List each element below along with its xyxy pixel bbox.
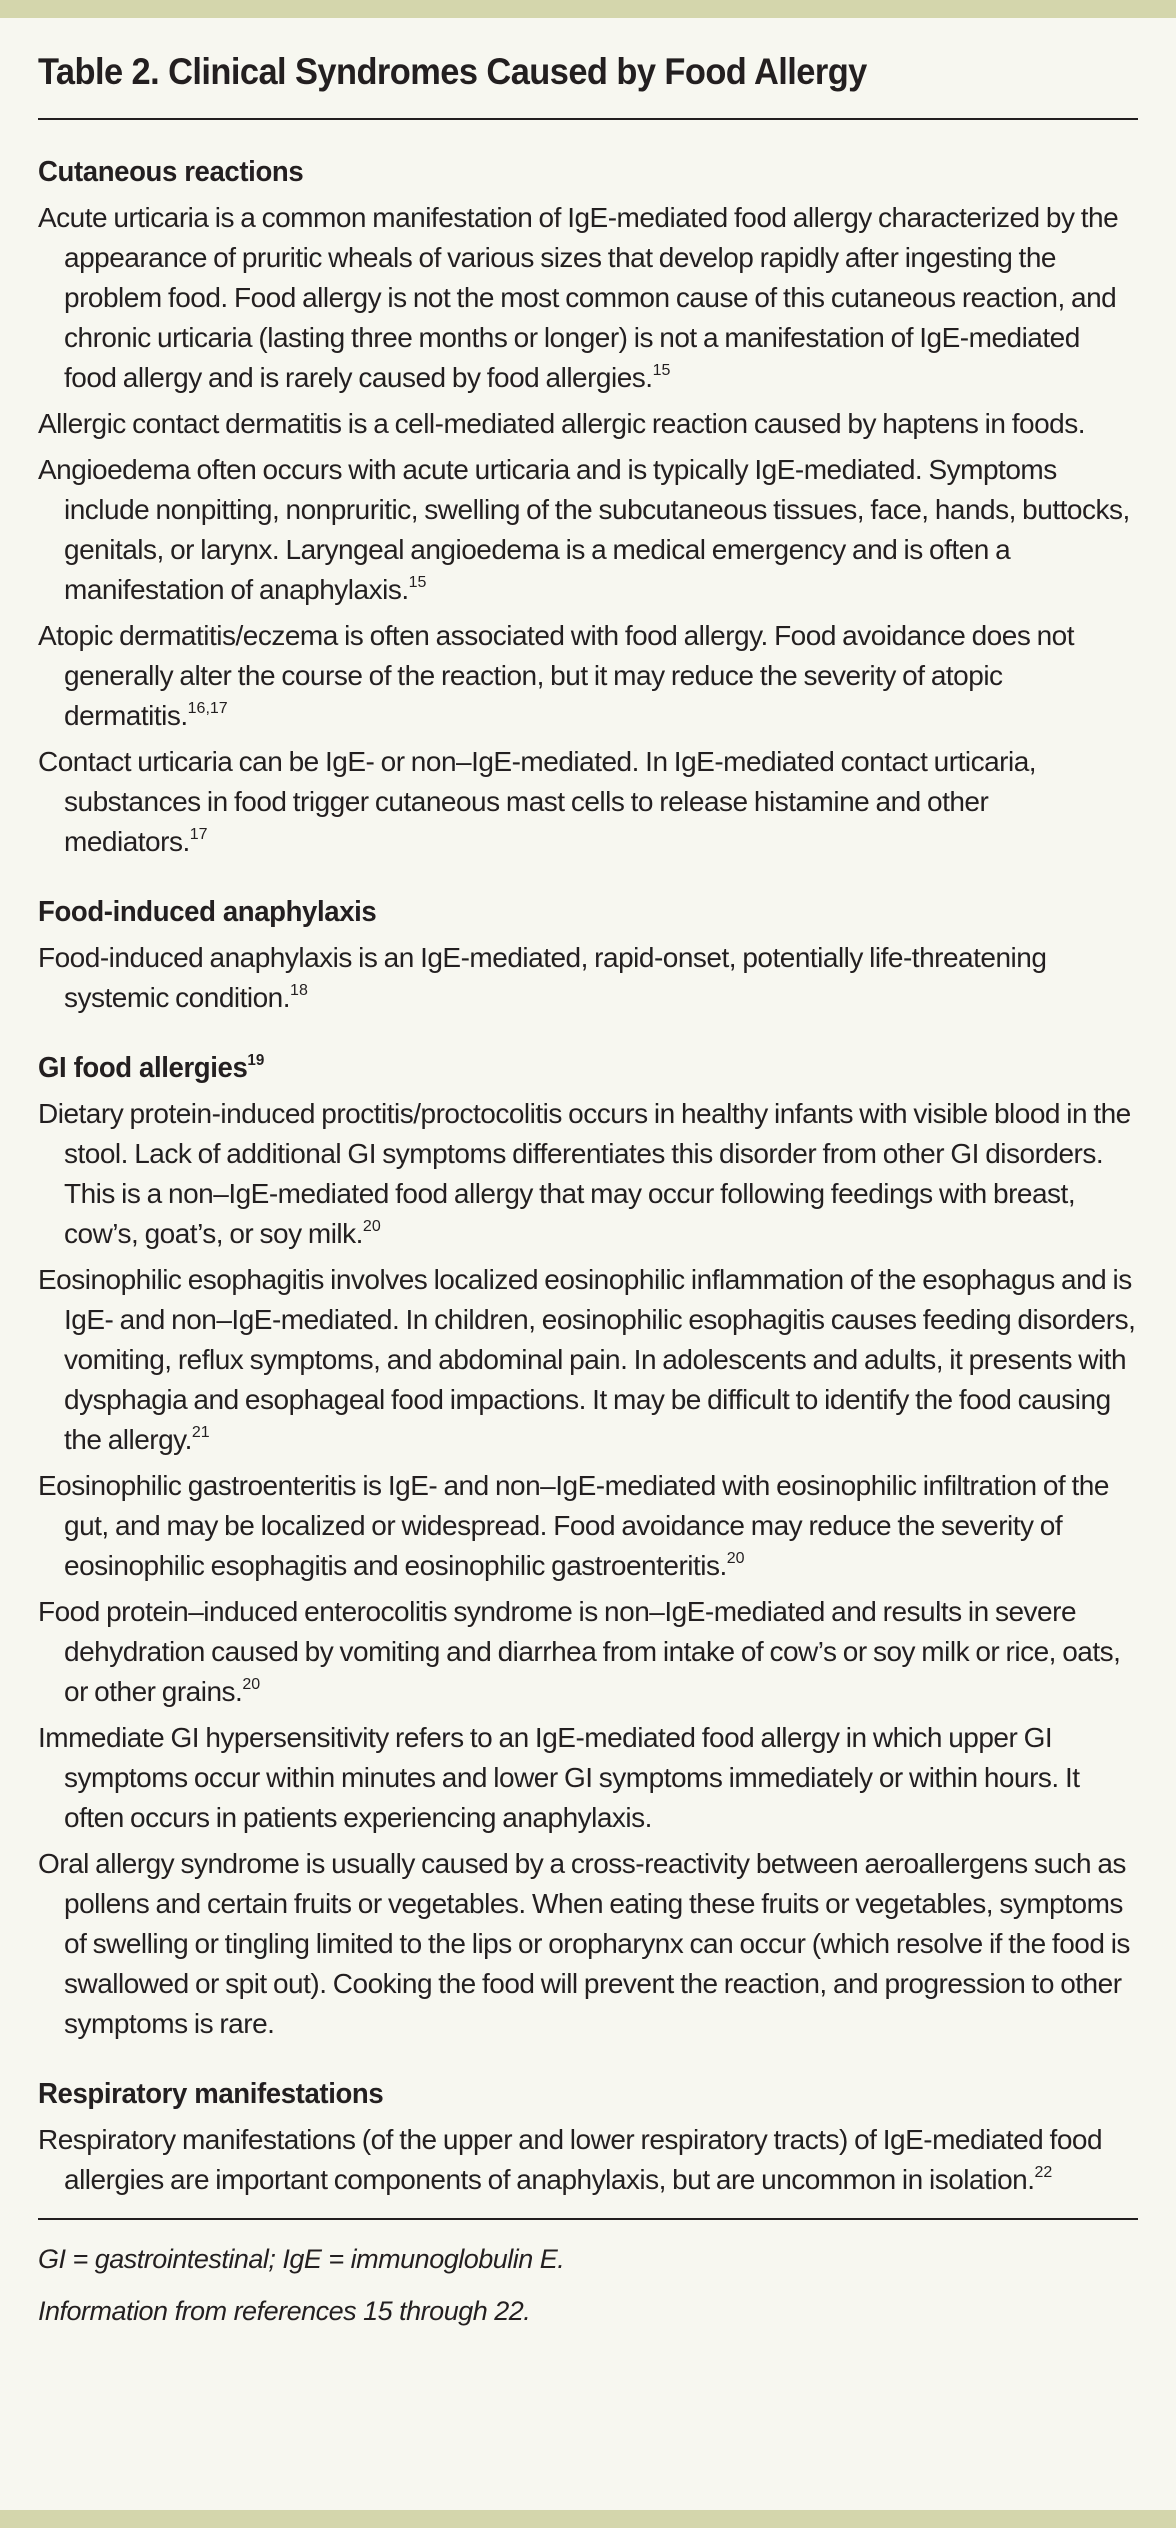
syndrome-entry bbox=[38, 404, 1138, 444]
syndrome-description: Food protein–induced enterocolitis syndrome is non–IgE-mediated and results in severe dehydration caused by vomiting and diarrhea from intake of cow’s or soy milk or rice, oats, or other grains. bbox=[38, 1596, 1121, 1707]
reference-superscript: 20 bbox=[726, 1550, 745, 1567]
reference-superscript: 15 bbox=[652, 362, 671, 379]
table-body bbox=[38, 152, 1138, 2200]
syndrome-description: Dietary protein-induced proctitis/proctocolitis occurs in healthy infants with visible blood in the stool. Lack of additional GI symptoms differentiates this disorder from other GI disorders. This is a non–IgE-mediated food allergy that may occur following feedings with breast, cow’s, goat’s, or soy milk. bbox=[38, 1098, 1131, 1249]
table-container bbox=[38, 18, 1138, 2330]
reference-superscript: 22 bbox=[1034, 2164, 1053, 2181]
section-heading-text: Respiratory manifestations bbox=[38, 2078, 384, 2110]
section-heading-text: Cutaneous reactions bbox=[38, 156, 304, 188]
reference-superscript: 16,17 bbox=[187, 700, 228, 717]
section-heading-text: GI food allergies bbox=[38, 1052, 248, 1084]
syndrome-entry bbox=[38, 616, 1138, 736]
syndrome-entry bbox=[38, 1592, 1138, 1712]
syndrome-description: Eosinophilic gastroenteritis is IgE- and non–IgE-mediated with eosinophilic infiltration of the gut, and may be localized or widespread. Food avoidance may reduce the severity of eosinophilic esophagitis and eosinophilic gastroenteritis. bbox=[38, 1470, 1109, 1581]
reference-superscript: 15 bbox=[408, 574, 427, 591]
section-heading-text: Food-induced anaphylaxis bbox=[38, 896, 377, 928]
syndrome-entry bbox=[38, 1260, 1138, 1460]
reference-superscript: 21 bbox=[191, 1424, 210, 1441]
syndrome-entry bbox=[38, 742, 1138, 862]
section-heading bbox=[38, 1048, 1083, 1088]
syndrome-entry bbox=[38, 1094, 1138, 1254]
reference-superscript: 18 bbox=[290, 982, 308, 999]
syndrome-description: Oral allergy syndrome is usually caused by a cross-reactivity between aeroallergens such as pollens and certain fruits or vegetables. When eating these fruits or vegetables, symptoms of swelling or tingling limited to the lips or oropharynx can occur (which resolve if the food is swallowed or spit out). Cooking the food will prevent the reaction, and progression to other symptoms is rare. bbox=[38, 1848, 1130, 2039]
source-footnote: Information from references 15 through 22. bbox=[38, 2296, 531, 2326]
syndrome-description: Immediate GI hypersensitivity refers to an IgE-mediated food allergy in which upper GI symptoms occur within minutes and lower GI symptoms immediately or within hours. It often occurs in patients experiencing anaphylaxis. bbox=[38, 1722, 1080, 1833]
table-title: Table 2. Clinical Syndromes Caused by Food Allergy bbox=[38, 51, 867, 92]
title-rule bbox=[38, 118, 1138, 120]
syndrome-description: Respiratory manifestations (of the upper and lower respiratory tracts) of IgE-mediated food allergies are important components of anaphylaxis, but are uncommon in isolation. bbox=[38, 2124, 1103, 2195]
syndrome-entry bbox=[38, 1718, 1138, 1838]
syndrome-description: Eosinophilic esophagitis involves localized eosinophilic inflammation of the esophagus and is IgE- and non–IgE-mediated. In children, eosinophilic esophagitis causes feeding disorders, vomiting, reflux symptoms, and abdominal pain. In adolescents and adults, it presents with dysphagia and esophageal food impactions. It may be difficult to identify the food causing the allergy. bbox=[38, 1264, 1136, 1455]
syndrome-entry bbox=[38, 198, 1138, 398]
syndrome-entry bbox=[38, 450, 1138, 610]
syndrome-entry bbox=[38, 2120, 1138, 2200]
reference-superscript: 20 bbox=[242, 1676, 261, 1693]
section-heading bbox=[38, 892, 1083, 932]
syndrome-entry bbox=[38, 938, 1138, 1018]
abbreviations-footnote: GI = gastrointestinal; IgE = immunoglobulin E. bbox=[38, 2244, 565, 2274]
bottom-decorative-band bbox=[0, 2510, 1176, 2528]
syndrome-entry bbox=[38, 1466, 1138, 1586]
syndrome-description: Contact urticaria can be IgE- or non–IgE-mediated. In IgE-mediated contact urticaria, substances in food trigger cutaneous mast cells to release histamine and other mediators. bbox=[38, 746, 1037, 857]
syndrome-description: Acute urticaria is a common manifestation of IgE-mediated food allergy characterized by the appearance of pruritic wheals of various sizes that develop rapidly after ingesting the problem food. Food allergy is not the most common cause of this cutaneous reaction, and chronic urticaria (lasting three months or longer) is not a manifestation of IgE-mediated food allergy and is rarely caused by food allergies. bbox=[38, 202, 1119, 393]
syndrome-description: Angioedema often occurs with acute urticaria and is typically IgE-mediated. Symptoms include nonpitting, nonpruritic, swelling of the subcutaneous tissues, face, hands, buttocks, genitals, or larynx. Laryngeal angioedema is a medical emergency and is often a manifestation of anaphylaxis. bbox=[38, 454, 1130, 605]
reference-superscript: 20 bbox=[362, 1218, 381, 1235]
syndrome-entry bbox=[38, 1844, 1138, 2044]
footer-rule bbox=[38, 2218, 1138, 2220]
reference-superscript: 17 bbox=[189, 826, 208, 843]
syndrome-description: Atopic dermatitis/eczema is often associated with food allergy. Food avoidance does not generally alter the course of the reaction, but it may reduce the severity of atopic dermatitis. bbox=[38, 620, 1075, 731]
top-decorative-band bbox=[0, 0, 1176, 18]
section-heading bbox=[38, 2074, 1083, 2114]
syndrome-description: Allergic contact dermatitis is a cell-mediated allergic reaction caused by haptens in foods. bbox=[38, 408, 1086, 439]
reference-superscript: 19 bbox=[247, 1052, 265, 1069]
syndrome-description: Food-induced anaphylaxis is an IgE-mediated, rapid-onset, potentially life-threatening systemic condition. bbox=[38, 942, 1047, 1013]
section-heading bbox=[38, 152, 1083, 192]
